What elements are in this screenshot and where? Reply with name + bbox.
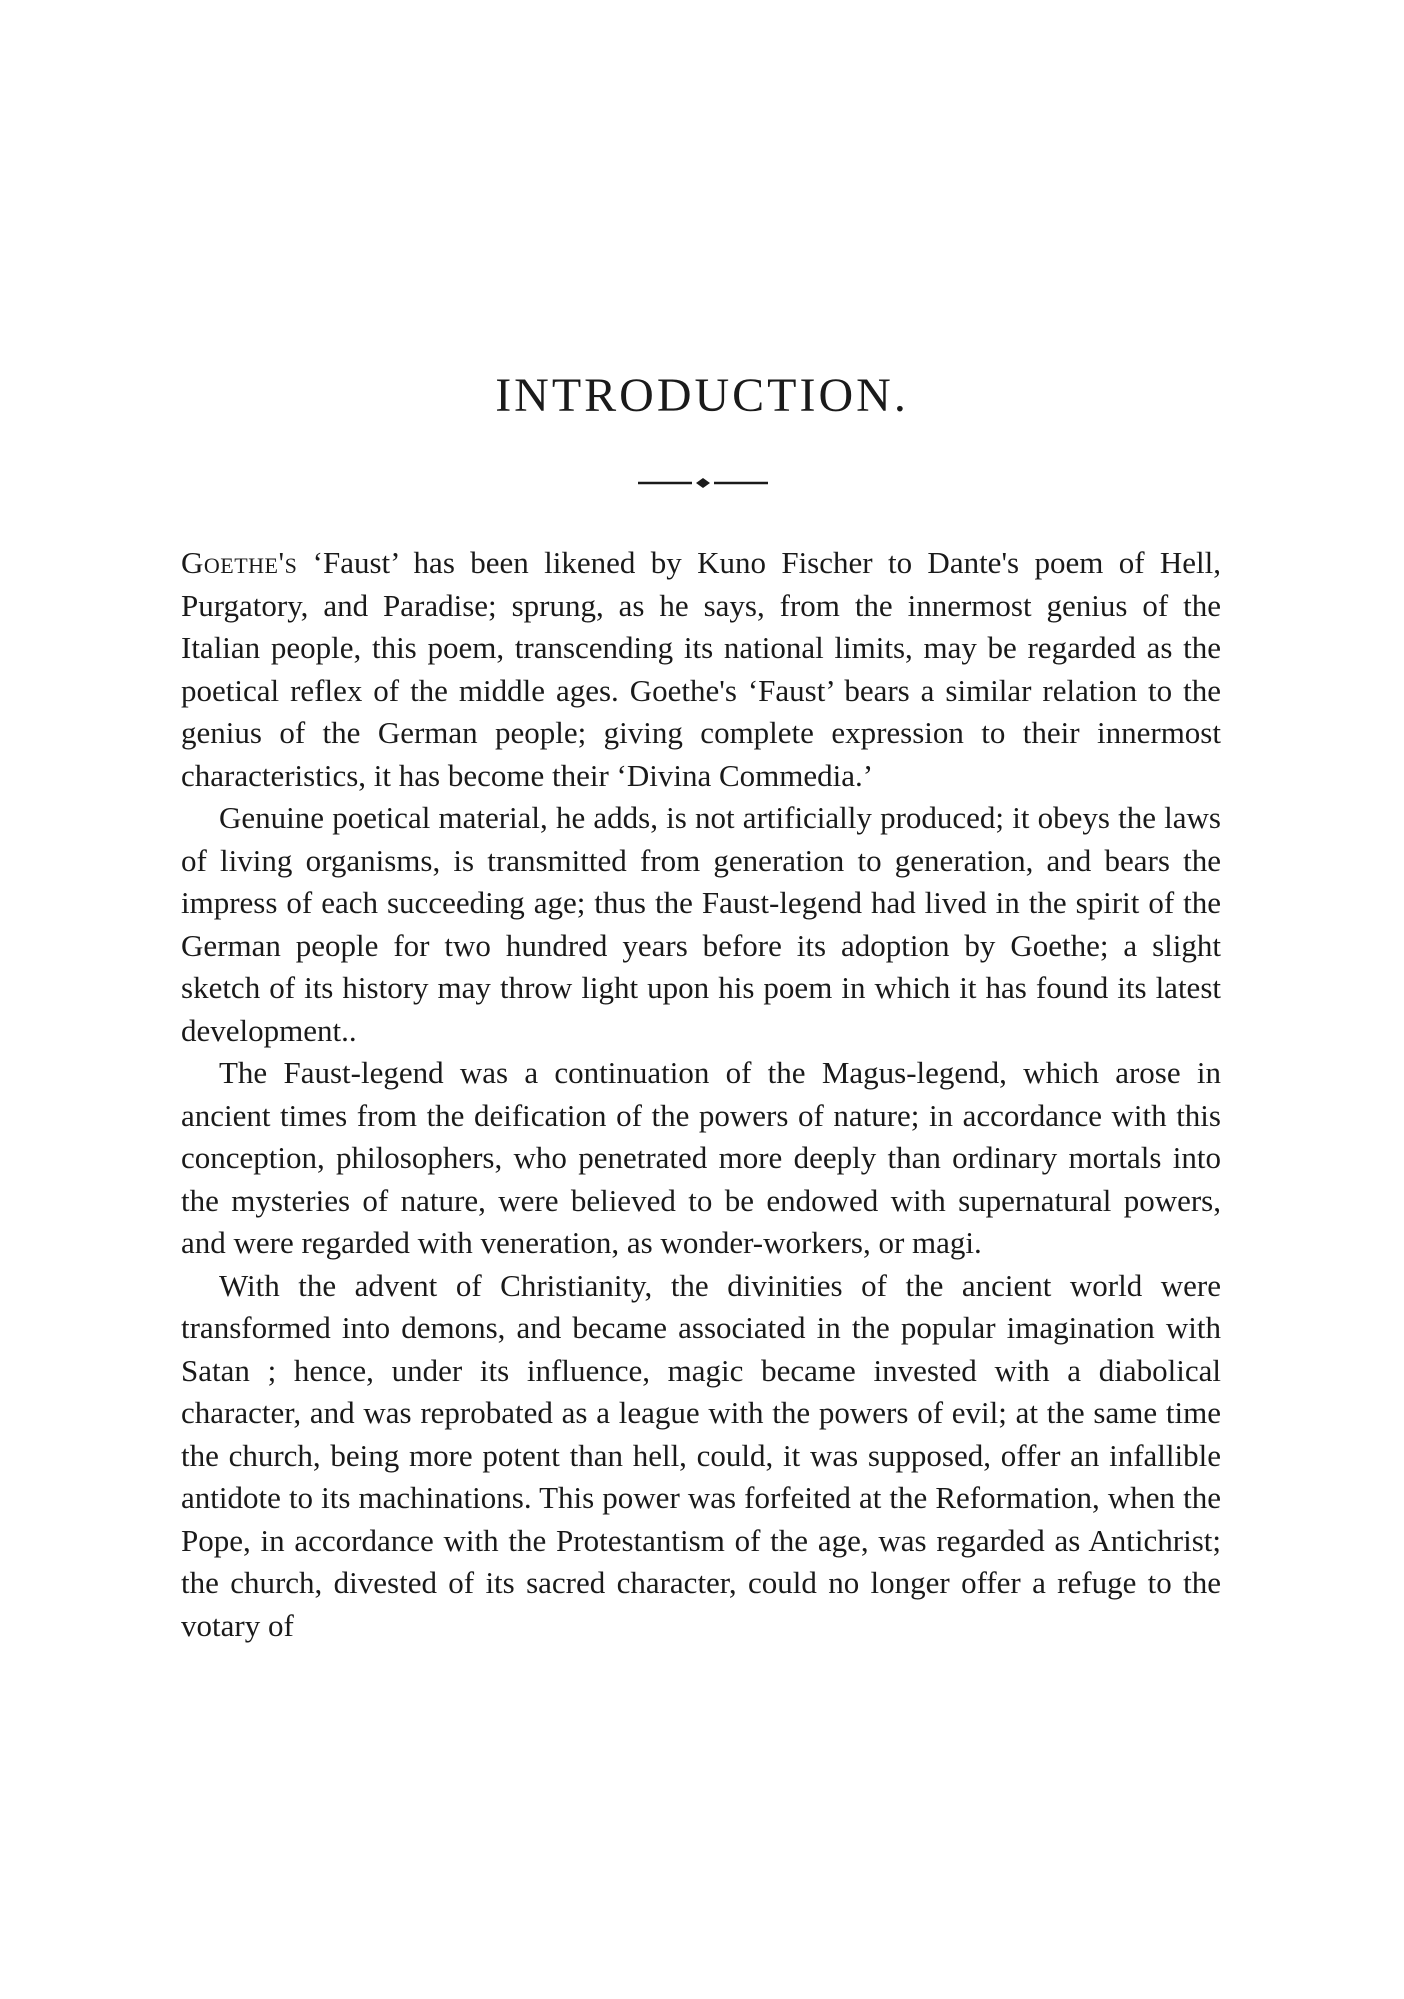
chapter-heading: INTRODUCTION.: [495, 369, 909, 422]
paragraph: The Faust-legend was a continuation of the Magus-legend, which arose in ancient times from the deification of the powers of nature; in accordance with this conception, philosophers, who penetrated more deeply than ordinary mortals into the mysteries of nature, were believed to be endowed with supernatural powers, and were regarded with veneration, as wonder-workers, or magi.: [181, 1055, 1221, 1260]
body-text: [181, 542, 1221, 1647]
ornament-rule-icon: [638, 476, 768, 490]
paragraph: [181, 542, 1221, 797]
paragraph: With the advent of Christianity, the divinities of the ancient world were transformed into demons, and became associated in the popular imagination with Satan ; hence, under its influence, magic became invested with a diabolical character, and was reprobated as a league with the powers of evil; at the same time the church, being more potent than hell, could, it was supposed, offer an infallible antidote to its machinations. This power was forfeited at the Reformation, when the Pope, in accordance with the Protestantism of the age, was regarded as Antichrist; the church, divested of its sacred character, could no longer offer a refuge to the votary of: [181, 1267, 1221, 1643]
paragraph-lead-name: Goethe's: [181, 545, 298, 580]
paragraph: Genuine poetical material, he adds, is not artificially produced; it obeys the laws of living organisms, is transmitted from generation to generation, and bears the impress of each succeeding age; thus the Faust-legend had lived in the spirit of the German people for two hundred years before its adoption by Goethe; a slight sketch of its history may throw light upon his poem in which it has found its latest development..: [181, 800, 1221, 1048]
paragraph-text: ‘Faust’ has been likened by Kuno Fischer to Dante's poem of Hell, Purgatory, and Paradise; sprung, as he says, from the innermost genius of the Italian people, this poem, transcending its national limits, may be regarded as the poetical reflex of the middle ages. Goethe's ‘Faust’ bears a similar relation to the genius of the German people; giving complete expression to their innermost characteristics, it has become their ‘Divina Commedia.’: [181, 545, 1221, 793]
